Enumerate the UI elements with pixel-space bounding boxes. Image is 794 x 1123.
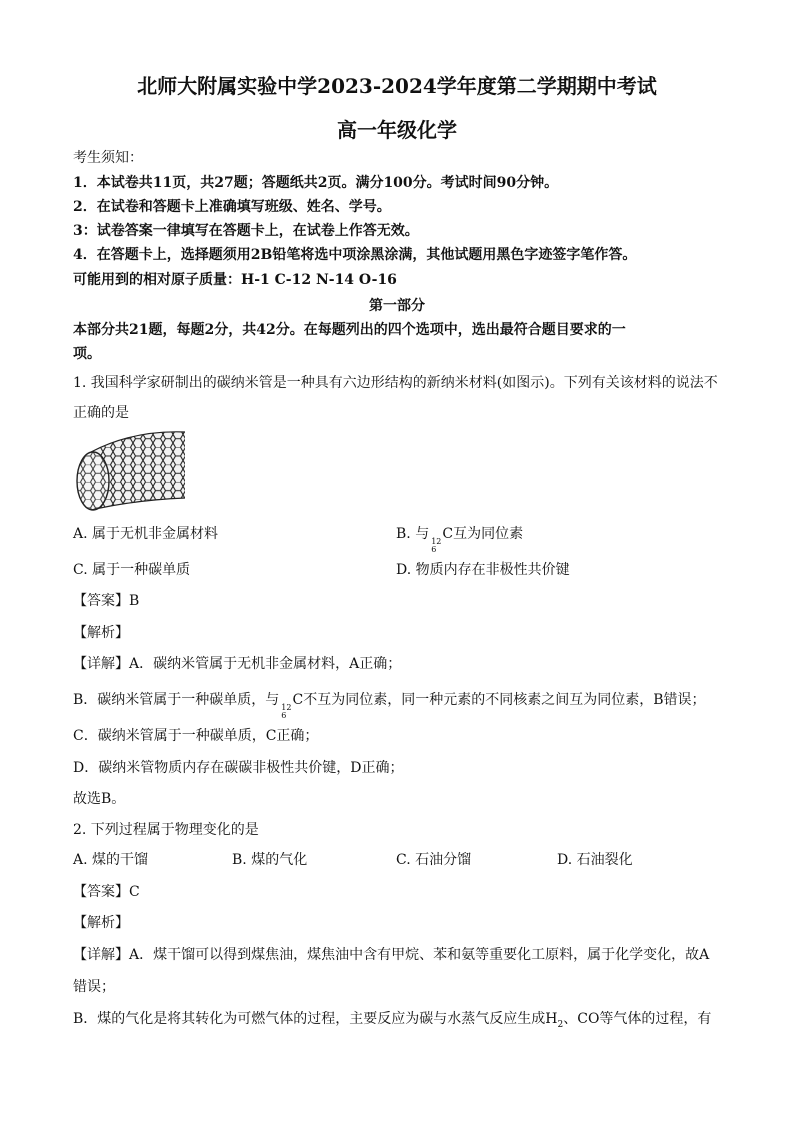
q2-detail-a-line1: 【详解】A．煤干馏可以得到煤焦油，煤焦油中含有甲烷、苯和氨等重要化工原料，属于化学变化，故A xyxy=(73,947,710,963)
q2-detail-b: B．煤的气化是将其转化为可燃气体的过程，主要反应为碳与水蒸气反应生成$H_2$、CO等气体的过程，有 xyxy=(73,1011,712,1030)
q2-stem: 2. 下列过程属于物理变化的是 xyxy=(73,822,259,838)
q2-option-c: C. 石油分馏 xyxy=(396,852,472,868)
q1-analysis-label: 【解析】 xyxy=(73,625,129,641)
q1-stem-line2: 正确的是 xyxy=(73,405,129,421)
q1-option-c: C. 属于一种碳单质 xyxy=(73,562,191,578)
exam-title: 北师大附属实验中学2023-2024学年度第二学期期中考试 xyxy=(137,74,657,98)
q2-answer: 【答案】C xyxy=(73,884,140,900)
section-instruction-line2: 项。 xyxy=(73,346,101,362)
q2-option-d: D. 石油裂化 xyxy=(557,852,633,868)
notice-item-3: 3：试卷答案一律填写在答题卡上，在试卷上作答无效。 xyxy=(73,223,419,239)
exam-subtitle: 高一年级化学 xyxy=(337,118,457,142)
section-title: 第一部分 xyxy=(369,298,425,314)
notice-item-4: 4．在答题卡上，选择题须用2B铅笔将选中项涂黑涂满，其他试题用黑色字迹签字笔作答。 xyxy=(73,247,637,263)
q2-option-b: B. 煤的气化 xyxy=(232,852,308,868)
q1-option-b: B. 与 12 6 C互为同位素 xyxy=(396,526,524,554)
q1-option-a: A. 属于无机非金属材料 xyxy=(73,526,219,542)
notice-item-1: 1．本试卷共11页，共27题；答题纸共2页。满分100分。考试时间90分钟。 xyxy=(73,175,559,191)
carbon-nanotube-figure xyxy=(73,430,189,512)
notice-heading: 考生须知： xyxy=(73,150,143,166)
q1-detail-d: D．碳纳米管物质内存在碳碳非极性共价键，D正确； xyxy=(73,760,404,776)
q1-detail-a: 【详解】A．碳纳米管属于无机非金属材料，A正确； xyxy=(73,656,402,672)
q1-stem-line1: 1. 我国科学家研制出的碳纳米管是一种具有六边形结构的新纳米材料(如图示)。下列有关该材料的说法不 xyxy=(73,375,718,391)
q1-answer: 【答案】B xyxy=(73,593,140,609)
q1-conclusion: 故选B。 xyxy=(73,791,126,807)
atomic-mass-line: 可能用到的相对原子质量：H-1 C-12 N-14 O-16 xyxy=(73,272,397,288)
q1-detail-c: C．碳纳米管属于一种碳单质，C正确； xyxy=(73,728,319,744)
section-instruction-line1: 本部分共21题，每题2分，共42分。在每题列出的四个选项中，选出最符合题目要求的一 xyxy=(73,322,626,338)
q1-detail-b: B．碳纳米管属于一种碳单质，与 12 6 C不互为同位素，同一种元素的不同核素之间互为同位素，B错误； xyxy=(73,692,706,720)
q2-detail-a-line2: 错误； xyxy=(73,979,115,995)
notice-item-2: 2．在试卷和答题卡上准确填写班级、姓名、学号。 xyxy=(73,199,391,215)
q1-option-d: D. 物质内存在非极性共价键 xyxy=(396,562,570,578)
q2-option-a: A. 煤的干馏 xyxy=(73,852,149,868)
q2-analysis-label: 【解析】 xyxy=(73,915,129,931)
